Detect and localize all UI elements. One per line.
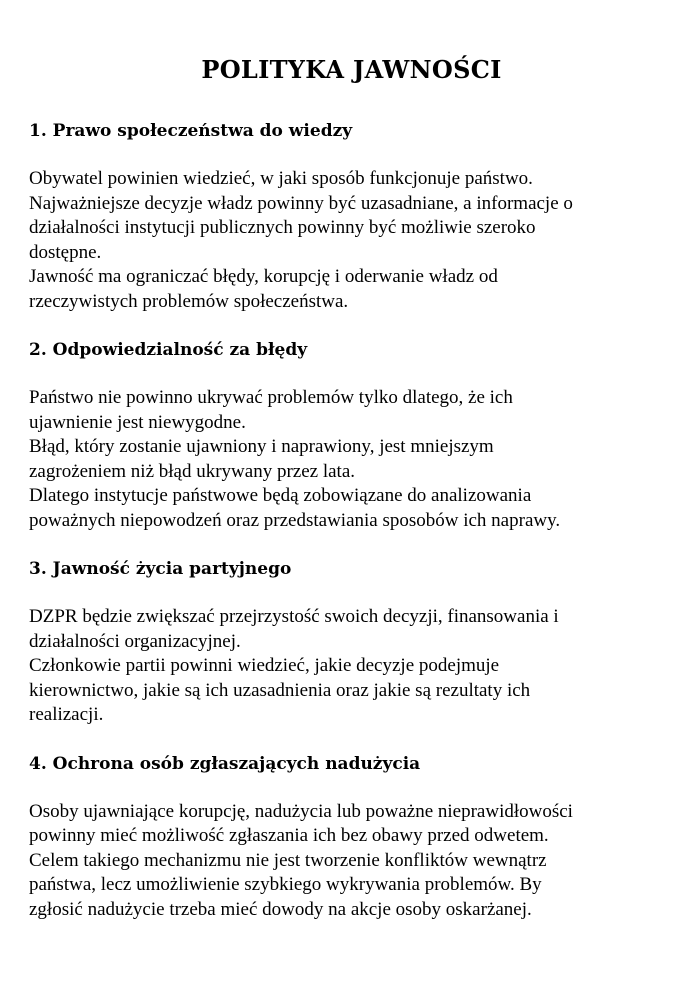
paragraph-line: dostępne. <box>29 241 102 263</box>
section-heading: 4. Ochrona osób zgłaszających nadużycia <box>29 753 421 774</box>
paragraph-line: państwa, lecz umożliwienie szybkiego wykrywania problemów. By <box>29 874 542 895</box>
document-page <box>29 0 674 922</box>
section-heading: 3. Jawność życia partyjnego <box>29 559 292 579</box>
section-heading: 2. Odpowiedzialność za błędy <box>29 340 308 360</box>
paragraph-line: zgłosić nadużycie trzeba mieć dowody na akcje osoby oskarżanej. <box>29 898 532 920</box>
section-paragraph <box>29 386 674 533</box>
section-paragraph <box>29 167 674 314</box>
paragraph-line: realizacji. <box>29 704 104 725</box>
paragraph-line: Obywatel powinien wiedzieć, w jaki sposób funkcjonuje państwo. <box>29 168 533 189</box>
section-heading: 1. Prawo społeczeństwa do wiedzy <box>29 121 353 141</box>
paragraph-line: kierownictwo, jakie są ich uzasadnienia oraz jakie są rezultaty ich <box>29 679 531 701</box>
paragraph-line: Błąd, który zostanie ujawniony i naprawiony, jest mniejszym <box>29 436 494 457</box>
paragraph-line: Jawność ma ograniczać błędy, korupcję i oderwanie władz od <box>29 266 498 287</box>
section-accountability <box>29 338 674 533</box>
paragraph-line: powinny mieć możliwość zgłaszania ich bez obawy przed odwetem. <box>29 825 549 846</box>
section-whistleblower-protection <box>29 752 674 923</box>
paragraph-line: Najważniejsze decyzje władz powinny być uzasadniane, a informacje o <box>29 192 573 214</box>
paragraph-line: Celem takiego mechanizmu nie jest tworzenie konfliktów wewnątrz <box>29 849 547 871</box>
section-paragraph <box>29 605 674 728</box>
paragraph-line: ujawnienie jest niewygodne. <box>29 411 246 433</box>
paragraph-line: rzeczywistych problemów społeczeństwa. <box>29 290 349 312</box>
paragraph-line: Osoby ujawniające korupcję, nadużycia lub poważne nieprawidłowości <box>29 800 573 822</box>
paragraph-line: Państwo nie powinno ukrywać problemów tylko dlatego, że ich <box>29 387 513 408</box>
paragraph-line: Dlatego instytucje państwowe będą zobowiązane do analizowania <box>29 485 532 506</box>
paragraph-line: DZPR będzie zwiększać przejrzystość swoich decyzji, finansowania i <box>29 606 559 627</box>
paragraph-line: działalności instytucji publicznych powinny być możliwie szeroko <box>29 217 536 238</box>
section-party-transparency <box>29 557 674 728</box>
paragraph-line: zagrożeniem niż błąd ukrywany przez lata. <box>29 460 356 482</box>
section-paragraph <box>29 800 674 923</box>
section-right-to-know <box>29 119 674 314</box>
document-title: POLITYKA JAWNOŚCI <box>201 55 502 84</box>
paragraph-line: poważnych niepowodzeń oraz przedstawiania sposobów ich naprawy. <box>29 509 561 531</box>
paragraph-line: działalności organizacyjnej. <box>29 630 241 652</box>
paragraph-line: Członkowie partii powinni wiedzieć, jakie decyzje podejmuje <box>29 655 500 676</box>
